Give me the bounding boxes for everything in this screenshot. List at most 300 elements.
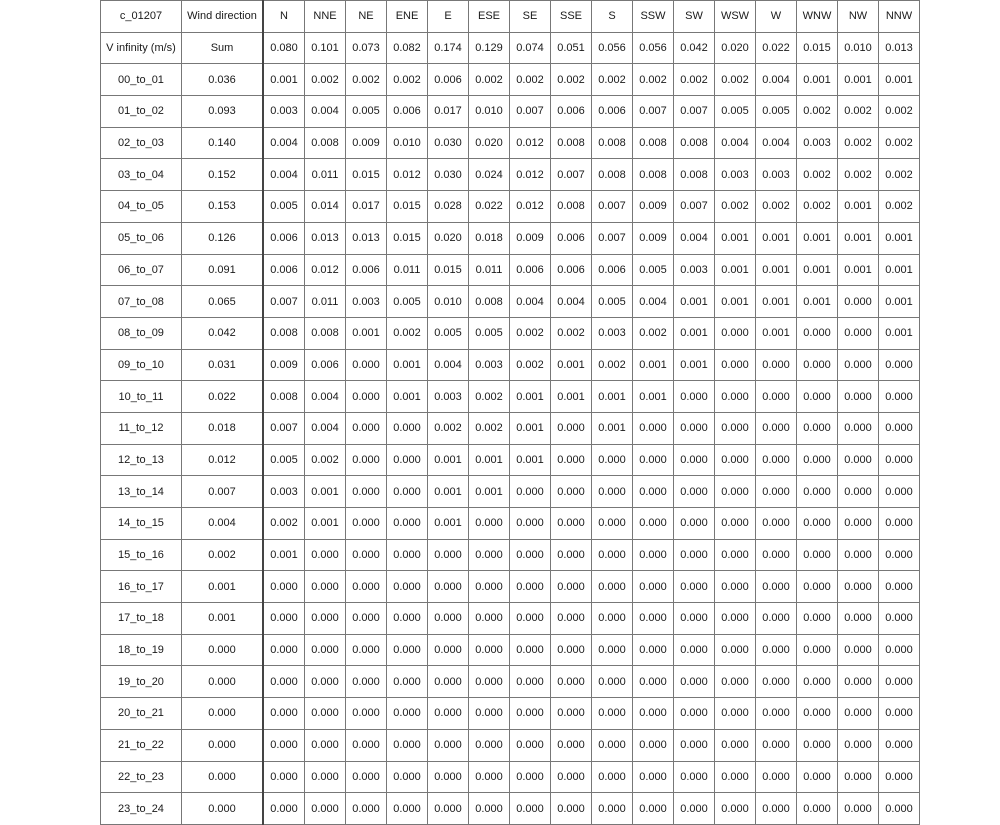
- frequency-cell: 0.002: [510, 349, 551, 381]
- frequency-cell: 0.003: [469, 349, 510, 381]
- frequency-cell: 0.001: [838, 64, 879, 96]
- frequency-cell: 0.000: [387, 412, 428, 444]
- frequency-cell: 0.008: [305, 317, 346, 349]
- frequency-cell: 0.001: [715, 286, 756, 318]
- frequency-cell: 0.002: [797, 159, 838, 191]
- frequency-cell: 0.006: [592, 254, 633, 286]
- frequency-cell: 0.000: [551, 539, 592, 571]
- frequency-cell: 0.000: [346, 381, 387, 413]
- frequency-cell: 0.000: [715, 539, 756, 571]
- frequency-cell: 0.012: [510, 159, 551, 191]
- frequency-cell: 0.002: [838, 96, 879, 128]
- frequency-cell: 0.002: [469, 64, 510, 96]
- frequency-cell: 0.002: [387, 317, 428, 349]
- frequency-cell: 0.000: [756, 761, 797, 793]
- frequency-cell: 0.000: [346, 412, 387, 444]
- frequency-cell: 0.002: [715, 64, 756, 96]
- frequency-cell: 0.000: [346, 729, 387, 761]
- frequency-cell: 0.001: [263, 539, 305, 571]
- frequency-cell: 0.004: [305, 96, 346, 128]
- direction-header: WSW: [715, 1, 756, 33]
- frequency-cell: 0.000: [715, 666, 756, 698]
- row-sum-cell: 0.000: [182, 698, 264, 730]
- frequency-cell: 0.000: [387, 761, 428, 793]
- row-sum-cell: 0.036: [182, 64, 264, 96]
- frequency-cell: 0.000: [592, 761, 633, 793]
- frequency-cell: 0.000: [674, 793, 715, 825]
- frequency-cell: 0.002: [469, 381, 510, 413]
- frequency-cell: 0.000: [715, 444, 756, 476]
- frequency-cell: 0.022: [469, 191, 510, 223]
- frequency-cell: 0.000: [715, 349, 756, 381]
- frequency-cell: 0.001: [633, 381, 674, 413]
- frequency-cell: 0.000: [797, 761, 838, 793]
- speed-bin-label: 22_to_23: [101, 761, 182, 793]
- table-row: [101, 317, 920, 349]
- frequency-cell: 0.000: [756, 444, 797, 476]
- frequency-cell: 0.002: [469, 412, 510, 444]
- frequency-cell: 0.000: [469, 666, 510, 698]
- frequency-cell: 0.010: [469, 96, 510, 128]
- frequency-cell: 0.005: [387, 286, 428, 318]
- frequency-cell: 0.005: [428, 317, 469, 349]
- frequency-cell: 0.000: [305, 539, 346, 571]
- frequency-cell: 0.013: [346, 222, 387, 254]
- frequency-cell: 0.000: [674, 476, 715, 508]
- frequency-cell: 0.017: [428, 96, 469, 128]
- row-sum-cell: 0.000: [182, 761, 264, 793]
- frequency-cell: 0.000: [469, 603, 510, 635]
- frequency-cell: 0.011: [305, 159, 346, 191]
- frequency-cell: 0.000: [756, 381, 797, 413]
- frequency-cell: 0.001: [756, 254, 797, 286]
- frequency-cell: 0.000: [592, 444, 633, 476]
- frequency-cell: 0.004: [756, 127, 797, 159]
- frequency-cell: 0.000: [633, 412, 674, 444]
- frequency-cell: 0.000: [551, 793, 592, 825]
- frequency-cell: 0.000: [510, 729, 551, 761]
- direction-sum-cell: 0.074: [510, 32, 551, 64]
- frequency-cell: 0.004: [263, 159, 305, 191]
- direction-header: SSE: [551, 1, 592, 33]
- frequency-cell: 0.006: [510, 254, 551, 286]
- direction-header: N: [263, 1, 305, 33]
- frequency-cell: 0.008: [633, 159, 674, 191]
- frequency-cell: 0.000: [756, 539, 797, 571]
- frequency-cell: 0.000: [879, 508, 920, 540]
- frequency-cell: 0.000: [592, 571, 633, 603]
- frequency-cell: 0.002: [305, 444, 346, 476]
- frequency-cell: 0.000: [346, 666, 387, 698]
- frequency-cell: 0.030: [428, 127, 469, 159]
- direction-sum-cell: 0.129: [469, 32, 510, 64]
- frequency-cell: 0.008: [592, 127, 633, 159]
- frequency-cell: 0.000: [305, 793, 346, 825]
- frequency-cell: 0.003: [797, 127, 838, 159]
- frequency-cell: 0.000: [387, 603, 428, 635]
- frequency-cell: 0.000: [633, 793, 674, 825]
- frequency-cell: 0.006: [551, 254, 592, 286]
- frequency-cell: 0.000: [674, 381, 715, 413]
- frequency-cell: 0.000: [756, 666, 797, 698]
- frequency-cell: 0.006: [387, 96, 428, 128]
- frequency-cell: 0.000: [879, 571, 920, 603]
- frequency-cell: 0.008: [674, 159, 715, 191]
- direction-sum-cell: 0.022: [756, 32, 797, 64]
- frequency-cell: 0.000: [838, 761, 879, 793]
- table-row: [101, 571, 920, 603]
- frequency-cell: 0.008: [305, 127, 346, 159]
- frequency-cell: 0.007: [263, 412, 305, 444]
- frequency-cell: 0.000: [592, 666, 633, 698]
- frequency-cell: 0.001: [838, 191, 879, 223]
- frequency-cell: 0.000: [838, 381, 879, 413]
- frequency-cell: 0.000: [715, 476, 756, 508]
- frequency-cell: 0.001: [428, 444, 469, 476]
- row-sum-cell: 0.000: [182, 666, 264, 698]
- frequency-cell: 0.005: [633, 254, 674, 286]
- frequency-cell: 0.002: [797, 191, 838, 223]
- frequency-cell: 0.000: [715, 412, 756, 444]
- frequency-cell: 0.001: [592, 381, 633, 413]
- direction-header: NNE: [305, 1, 346, 33]
- frequency-cell: 0.002: [838, 127, 879, 159]
- frequency-cell: 0.018: [469, 222, 510, 254]
- frequency-cell: 0.001: [428, 508, 469, 540]
- frequency-cell: 0.000: [551, 761, 592, 793]
- frequency-cell: 0.000: [838, 508, 879, 540]
- frequency-cell: 0.001: [715, 222, 756, 254]
- frequency-cell: 0.001: [633, 349, 674, 381]
- frequency-cell: 0.003: [592, 317, 633, 349]
- frequency-cell: 0.002: [797, 96, 838, 128]
- table-row: [101, 286, 920, 318]
- frequency-cell: 0.006: [551, 96, 592, 128]
- frequency-cell: 0.004: [674, 222, 715, 254]
- frequency-cell: 0.012: [510, 127, 551, 159]
- direction-sum-cell: 0.010: [838, 32, 879, 64]
- frequency-cell: 0.001: [674, 317, 715, 349]
- frequency-cell: 0.008: [592, 159, 633, 191]
- frequency-cell: 0.000: [879, 603, 920, 635]
- frequency-cell: 0.001: [756, 222, 797, 254]
- frequency-cell: 0.000: [510, 793, 551, 825]
- frequency-cell: 0.002: [756, 191, 797, 223]
- frequency-cell: 0.000: [715, 317, 756, 349]
- frequency-cell: 0.000: [263, 793, 305, 825]
- frequency-cell: 0.001: [879, 222, 920, 254]
- frequency-cell: 0.003: [346, 286, 387, 318]
- frequency-cell: 0.000: [469, 634, 510, 666]
- frequency-cell: 0.001: [510, 444, 551, 476]
- frequency-cell: 0.002: [305, 64, 346, 96]
- frequency-cell: 0.006: [263, 254, 305, 286]
- speed-bin-label: 01_to_02: [101, 96, 182, 128]
- frequency-cell: 0.007: [592, 191, 633, 223]
- frequency-cell: 0.000: [633, 634, 674, 666]
- frequency-cell: 0.000: [633, 729, 674, 761]
- frequency-cell: 0.002: [428, 412, 469, 444]
- frequency-cell: 0.000: [879, 634, 920, 666]
- frequency-cell: 0.000: [674, 666, 715, 698]
- table-row: [101, 793, 920, 825]
- frequency-cell: 0.000: [633, 508, 674, 540]
- speed-bin-label: 21_to_22: [101, 729, 182, 761]
- frequency-cell: 0.001: [797, 254, 838, 286]
- frequency-cell: 0.000: [838, 444, 879, 476]
- frequency-cell: 0.009: [633, 191, 674, 223]
- frequency-cell: 0.000: [305, 698, 346, 730]
- frequency-cell: 0.000: [838, 634, 879, 666]
- frequency-cell: 0.001: [674, 286, 715, 318]
- frequency-cell: 0.000: [510, 539, 551, 571]
- frequency-cell: 0.007: [510, 96, 551, 128]
- direction-sum-cell: 0.015: [797, 32, 838, 64]
- frequency-cell: 0.000: [428, 666, 469, 698]
- frequency-cell: 0.002: [633, 64, 674, 96]
- frequency-cell: 0.000: [756, 603, 797, 635]
- frequency-cell: 0.004: [633, 286, 674, 318]
- frequency-cell: 0.001: [756, 286, 797, 318]
- frequency-cell: 0.000: [879, 412, 920, 444]
- direction-sum-cell: 0.020: [715, 32, 756, 64]
- frequency-cell: 0.000: [756, 508, 797, 540]
- speed-bin-label: 09_to_10: [101, 349, 182, 381]
- frequency-cell: 0.000: [469, 729, 510, 761]
- frequency-cell: 0.000: [797, 317, 838, 349]
- row-sum-cell: 0.000: [182, 729, 264, 761]
- frequency-cell: 0.000: [346, 793, 387, 825]
- frequency-cell: 0.000: [510, 571, 551, 603]
- frequency-cell: 0.007: [633, 96, 674, 128]
- frequency-cell: 0.000: [756, 793, 797, 825]
- frequency-cell: 0.000: [428, 698, 469, 730]
- wind-direction-label: Wind direction: [182, 1, 264, 33]
- frequency-cell: 0.000: [387, 444, 428, 476]
- frequency-cell: 0.008: [633, 127, 674, 159]
- frequency-cell: 0.000: [551, 476, 592, 508]
- frequency-cell: 0.002: [510, 64, 551, 96]
- frequency-cell: 0.000: [592, 476, 633, 508]
- frequency-cell: 0.000: [346, 634, 387, 666]
- frequency-cell: 0.009: [263, 349, 305, 381]
- frequency-cell: 0.000: [838, 317, 879, 349]
- frequency-cell: 0.004: [305, 412, 346, 444]
- frequency-cell: 0.000: [838, 349, 879, 381]
- frequency-cell: 0.004: [305, 381, 346, 413]
- frequency-cell: 0.000: [879, 349, 920, 381]
- frequency-cell: 0.000: [797, 381, 838, 413]
- frequency-cell: 0.000: [592, 698, 633, 730]
- frequency-cell: 0.000: [674, 444, 715, 476]
- frequency-cell: 0.000: [838, 698, 879, 730]
- table-row: [101, 698, 920, 730]
- frequency-cell: 0.001: [428, 476, 469, 508]
- frequency-cell: 0.011: [469, 254, 510, 286]
- frequency-cell: 0.000: [263, 729, 305, 761]
- frequency-cell: 0.000: [263, 698, 305, 730]
- frequency-cell: 0.000: [551, 412, 592, 444]
- frequency-cell: 0.000: [346, 539, 387, 571]
- frequency-cell: 0.000: [838, 286, 879, 318]
- direction-sum-cell: 0.082: [387, 32, 428, 64]
- frequency-cell: 0.001: [797, 286, 838, 318]
- frequency-cell: 0.020: [428, 222, 469, 254]
- frequency-cell: 0.020: [469, 127, 510, 159]
- frequency-cell: 0.000: [346, 603, 387, 635]
- frequency-cell: 0.002: [715, 191, 756, 223]
- frequency-cell: 0.000: [838, 412, 879, 444]
- direction-header: SSW: [633, 1, 674, 33]
- frequency-cell: 0.000: [346, 571, 387, 603]
- frequency-cell: 0.008: [263, 317, 305, 349]
- frequency-cell: 0.001: [838, 222, 879, 254]
- frequency-cell: 0.000: [756, 634, 797, 666]
- frequency-cell: 0.000: [387, 571, 428, 603]
- frequency-cell: 0.000: [797, 349, 838, 381]
- frequency-cell: 0.004: [756, 64, 797, 96]
- speed-label: V infinity (m/s): [101, 32, 182, 64]
- frequency-cell: 0.001: [838, 254, 879, 286]
- speed-bin-label: 02_to_03: [101, 127, 182, 159]
- frequency-cell: 0.002: [592, 64, 633, 96]
- frequency-cell: 0.000: [346, 349, 387, 381]
- frequency-cell: 0.000: [797, 793, 838, 825]
- row-sum-cell: 0.140: [182, 127, 264, 159]
- frequency-cell: 0.005: [469, 317, 510, 349]
- table-row: [101, 412, 920, 444]
- frequency-cell: 0.001: [674, 349, 715, 381]
- frequency-cell: 0.000: [715, 634, 756, 666]
- frequency-cell: 0.000: [346, 761, 387, 793]
- frequency-cell: 0.001: [387, 381, 428, 413]
- frequency-cell: 0.000: [387, 634, 428, 666]
- frequency-cell: 0.000: [387, 508, 428, 540]
- frequency-cell: 0.002: [838, 159, 879, 191]
- row-sum-cell: 0.093: [182, 96, 264, 128]
- direction-sum-cell: 0.056: [592, 32, 633, 64]
- frequency-cell: 0.000: [551, 698, 592, 730]
- frequency-cell: 0.030: [428, 159, 469, 191]
- frequency-cell: 0.002: [674, 64, 715, 96]
- row-sum-cell: 0.000: [182, 793, 264, 825]
- row-sum-cell: 0.065: [182, 286, 264, 318]
- corner-label: c_01207: [101, 1, 182, 33]
- frequency-cell: 0.012: [387, 159, 428, 191]
- frequency-cell: 0.000: [674, 508, 715, 540]
- speed-bin-label: 19_to_20: [101, 666, 182, 698]
- speed-bin-label: 16_to_17: [101, 571, 182, 603]
- frequency-cell: 0.002: [633, 317, 674, 349]
- speed-bin-label: 10_to_11: [101, 381, 182, 413]
- row-sum-cell: 0.126: [182, 222, 264, 254]
- direction-sum-cell: 0.073: [346, 32, 387, 64]
- direction-header: NNW: [879, 1, 920, 33]
- frequency-cell: 0.000: [387, 793, 428, 825]
- frequency-cell: 0.003: [715, 159, 756, 191]
- sum-row: [101, 32, 920, 64]
- frequency-cell: 0.006: [428, 64, 469, 96]
- frequency-cell: 0.000: [551, 571, 592, 603]
- frequency-cell: 0.000: [879, 666, 920, 698]
- frequency-cell: 0.000: [838, 603, 879, 635]
- frequency-cell: 0.006: [592, 96, 633, 128]
- wind-table-body: [101, 1, 920, 825]
- frequency-cell: 0.003: [428, 381, 469, 413]
- speed-bin-label: 05_to_06: [101, 222, 182, 254]
- frequency-cell: 0.000: [428, 793, 469, 825]
- table-row: [101, 254, 920, 286]
- speed-bin-label: 23_to_24: [101, 793, 182, 825]
- direction-header: S: [592, 1, 633, 33]
- speed-bin-label: 12_to_13: [101, 444, 182, 476]
- frequency-cell: 0.007: [551, 159, 592, 191]
- frequency-cell: 0.001: [469, 476, 510, 508]
- direction-header: NW: [838, 1, 879, 33]
- frequency-cell: 0.000: [633, 761, 674, 793]
- frequency-cell: 0.000: [879, 539, 920, 571]
- frequency-cell: 0.008: [551, 191, 592, 223]
- frequency-cell: 0.000: [797, 476, 838, 508]
- frequency-cell: 0.001: [879, 254, 920, 286]
- row-sum-cell: 0.022: [182, 381, 264, 413]
- frequency-cell: 0.001: [346, 317, 387, 349]
- frequency-cell: 0.004: [263, 127, 305, 159]
- frequency-cell: 0.005: [346, 96, 387, 128]
- header-row: [101, 1, 920, 33]
- frequency-cell: 0.001: [551, 349, 592, 381]
- frequency-cell: 0.006: [263, 222, 305, 254]
- frequency-cell: 0.006: [305, 349, 346, 381]
- frequency-cell: 0.000: [469, 508, 510, 540]
- frequency-cell: 0.002: [387, 64, 428, 96]
- table-row: [101, 381, 920, 413]
- frequency-cell: 0.000: [551, 603, 592, 635]
- frequency-cell: 0.002: [551, 317, 592, 349]
- table-row: [101, 476, 920, 508]
- row-sum-cell: 0.091: [182, 254, 264, 286]
- row-sum-cell: 0.001: [182, 603, 264, 635]
- frequency-cell: 0.011: [387, 254, 428, 286]
- frequency-cell: 0.017: [346, 191, 387, 223]
- direction-sum-cell: 0.101: [305, 32, 346, 64]
- row-sum-cell: 0.000: [182, 634, 264, 666]
- frequency-cell: 0.000: [510, 476, 551, 508]
- speed-bin-label: 00_to_01: [101, 64, 182, 96]
- direction-header: ESE: [469, 1, 510, 33]
- frequency-cell: 0.000: [305, 761, 346, 793]
- frequency-cell: 0.008: [263, 381, 305, 413]
- frequency-cell: 0.000: [674, 571, 715, 603]
- frequency-cell: 0.000: [428, 729, 469, 761]
- frequency-cell: 0.000: [879, 698, 920, 730]
- frequency-cell: 0.000: [305, 634, 346, 666]
- frequency-cell: 0.000: [756, 349, 797, 381]
- frequency-cell: 0.002: [879, 159, 920, 191]
- frequency-cell: 0.012: [305, 254, 346, 286]
- frequency-cell: 0.001: [510, 381, 551, 413]
- frequency-cell: 0.000: [263, 634, 305, 666]
- frequency-cell: 0.001: [469, 444, 510, 476]
- direction-sum-cell: 0.013: [879, 32, 920, 64]
- frequency-cell: 0.002: [879, 96, 920, 128]
- frequency-cell: 0.005: [263, 191, 305, 223]
- frequency-cell: 0.000: [263, 761, 305, 793]
- frequency-cell: 0.002: [263, 508, 305, 540]
- frequency-cell: 0.000: [674, 412, 715, 444]
- table-row: [101, 191, 920, 223]
- direction-header: SE: [510, 1, 551, 33]
